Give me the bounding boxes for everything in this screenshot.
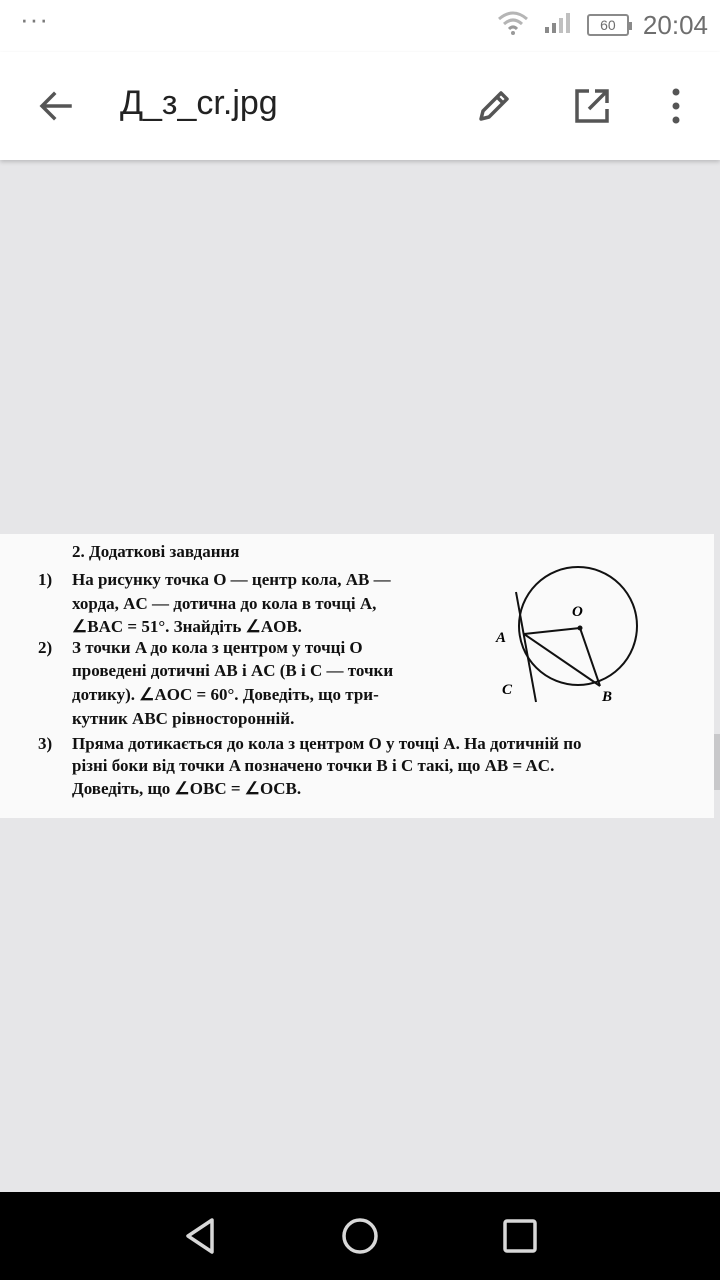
file-title: Д_з_cr.jpg [120,84,278,122]
wifi-icon [497,11,529,40]
item-line: ∠BAC = 51°. Знайдіть ∠AOB. [72,617,302,636]
app-bar [0,52,720,160]
nav-recents-button[interactable] [496,1212,544,1260]
status-indicators [497,8,708,42]
circle-home-icon [340,1216,380,1256]
open-with-button[interactable] [564,78,620,134]
battery-icon: 60 [587,14,629,36]
item-line: З точки A до кола з центром у точці O [72,638,363,657]
geometry-figure [490,554,650,704]
signal-icon [543,11,573,40]
notification-overflow-icon: ··· [20,4,49,34]
triangle-back-icon [180,1216,220,1256]
square-recents-icon [500,1216,540,1256]
more-vert-icon [670,88,682,124]
open-external-icon [573,87,611,125]
chord-ab [524,634,600,686]
item-line: різні боки від точки A позначено точки B і C такі, що AB = AC. [72,756,555,775]
item-line: Пряма дотикається до кола з центром O у точці A. На дотичній по [72,734,582,753]
label-c: C [502,682,513,698]
edit-button[interactable] [466,78,522,134]
document-image [0,534,714,818]
radius-oa [524,628,580,634]
circle-shape [519,567,637,685]
radius-ob [580,628,600,686]
status-bar [0,0,720,52]
item-number: 3) [38,734,53,753]
label-o: O [572,604,583,620]
back-button[interactable] [28,78,84,134]
item-line: хорда, AC — дотична до кола в точці A, [72,594,377,613]
item-number: 1) [38,570,53,589]
scroll-handle[interactable] [714,734,720,790]
more-options-button[interactable] [648,78,704,134]
item-line: Доведіть, що ∠OBC = ∠OCB. [72,779,302,798]
label-b: B [602,689,613,704]
doc-heading: 2. Додаткові завдання [72,542,240,561]
item-line: кутник ABC рівносторонній. [72,709,295,728]
arrow-left-icon [38,88,74,124]
pencil-icon [475,87,513,125]
item-line: На рисунку точка O — центр кола, AB — [72,570,391,589]
item-number: 2) [38,638,53,657]
tangent-line [516,592,536,702]
item-line: проведені дотичні AB і AC (B і C — точки [72,661,394,680]
item-line: дотику). ∠AOC = 60°. Доведіть, що три- [72,685,379,704]
navigation-bar [0,1192,720,1280]
nav-home-button[interactable] [336,1212,384,1260]
center-point [578,626,583,631]
nav-back-button[interactable] [176,1212,224,1260]
status-time: 20:04 [642,9,708,40]
label-a: A [496,630,507,646]
